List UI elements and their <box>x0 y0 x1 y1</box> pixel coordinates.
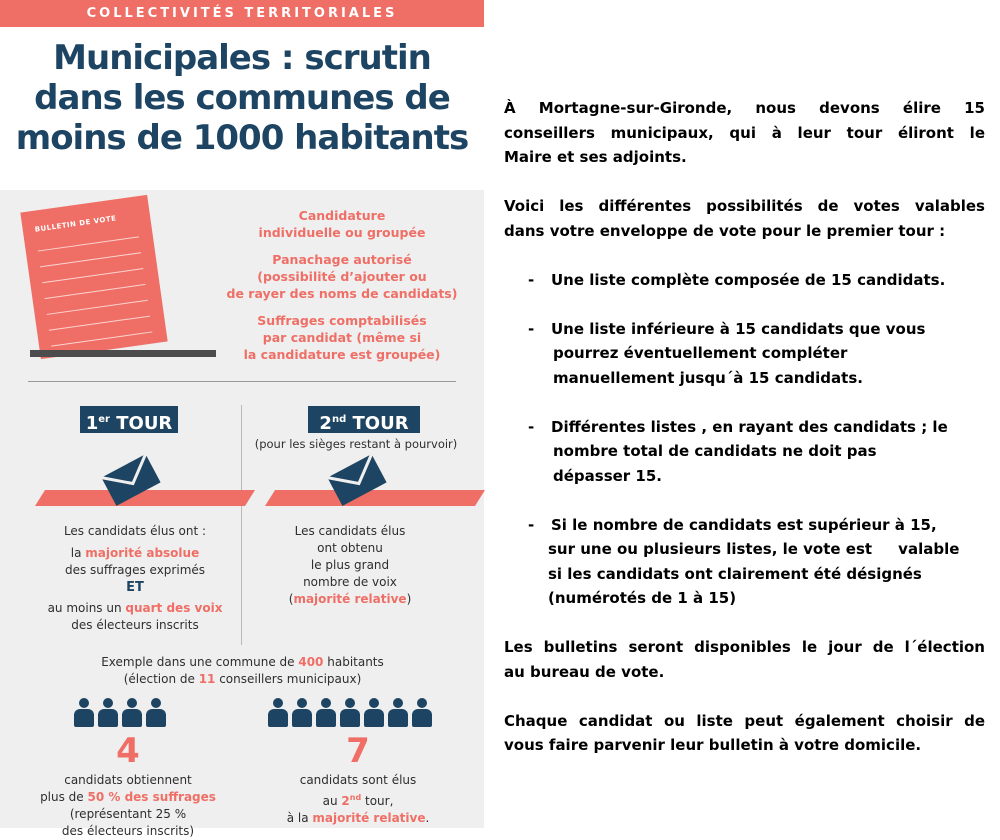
person-icon <box>122 698 142 728</box>
column-divider <box>241 405 242 645</box>
page-title: Municipales : scrutin dans les communes de moins de 1000 habitants <box>15 38 469 158</box>
stat2-caption: candidats sont élus au 2nd tour, à la majorité relative. <box>286 773 430 825</box>
tour1-badge: 1er TOUR <box>80 406 178 433</box>
person-icon <box>388 698 408 728</box>
stat1-number: 4 <box>116 731 140 771</box>
stat2-number: 7 <box>346 731 370 771</box>
people-group-7 <box>268 698 432 728</box>
infographic <box>0 0 484 838</box>
rule-suffrages: Suffrages comptabilisés par candidat (même si la candidature est groupée) <box>243 313 441 362</box>
announcement-text <box>504 96 985 758</box>
rule-candidature: Candidature individuelle ou groupée <box>258 208 426 240</box>
person-icon <box>98 698 118 728</box>
person-icon <box>74 698 94 728</box>
person-icon <box>364 698 384 728</box>
ballots-availability: Les bulletins seront disponibles le jour de l´élection au bureau de vote. <box>504 638 985 681</box>
person-icon <box>268 698 288 728</box>
envelope-icon <box>98 454 164 506</box>
stat1-caption: candidats obtiennent plus de 50 % des suffrages (représentant 25 % des électeurs inscrits) <box>40 773 216 838</box>
person-icon <box>340 698 360 728</box>
intro-paragraph: À Mortagne-sur-Gironde, nous devons élire 15 conseillers municipaux, qui à leur tour éliront le Maire et ses adjoints. <box>504 99 985 166</box>
example-caption: Exemple dans une commune de 400 habitants (élection de 11 conseillers municipaux) <box>101 655 384 686</box>
tour1-conditions: Les candidats élus ont : la majorité absolue des suffrages exprimés ET au moins un quart des voix des électeurs inscrits <box>47 524 223 632</box>
home-delivery-note: Chaque candidat ou liste peut également choisir de vous faire parvenir leur bulletin à votre domicile. <box>504 711 985 754</box>
list-item: - Une liste complète composée de 15 candidats. <box>528 270 946 289</box>
people-group-4 <box>74 698 166 728</box>
options-intro: Voici les différentes possibilités de votes valables dans votre enveloppe de vote pour le premier tour : <box>504 197 985 240</box>
list-item: - Différentes listes , en rayant des candidats ; le nombre total de candidats ne doit pas dépasser 15. <box>528 417 948 485</box>
list-item: - Une liste inférieure à 15 candidats que vous pourrez éventuellement compléter manuellement jusqu´à 15 candidats. <box>528 319 926 387</box>
ballot-icon: BULLETIN DE VOTE <box>20 195 167 359</box>
divider <box>28 381 456 382</box>
rule-panachage: Panachage autorisé (possibilité d’ajouter ou de rayer des noms de candidats) <box>226 252 458 301</box>
banner: COLLECTIVITÉS TERRITORIALES <box>0 0 484 27</box>
ballot-box-slot <box>30 350 216 357</box>
person-icon <box>412 698 432 728</box>
person-icon <box>292 698 312 728</box>
person-icon <box>146 698 166 728</box>
envelope-icon <box>324 454 390 506</box>
tour2-badge: 2nd TOUR <box>308 406 420 433</box>
tour2-conditions: Les candidats élus ont obtenu le plus grand nombre de voix (majorité relative) <box>288 524 412 606</box>
list-item: - Si le nombre de candidats est supérieur à 15, sur une ou plusieurs listes, le vote est valable si les candidats ont clairement été désignés (numérotés de 1 à 15) <box>528 515 960 607</box>
tour2-subtitle: (pour les sièges restant à pourvoir) <box>254 437 458 451</box>
person-icon <box>316 698 336 728</box>
